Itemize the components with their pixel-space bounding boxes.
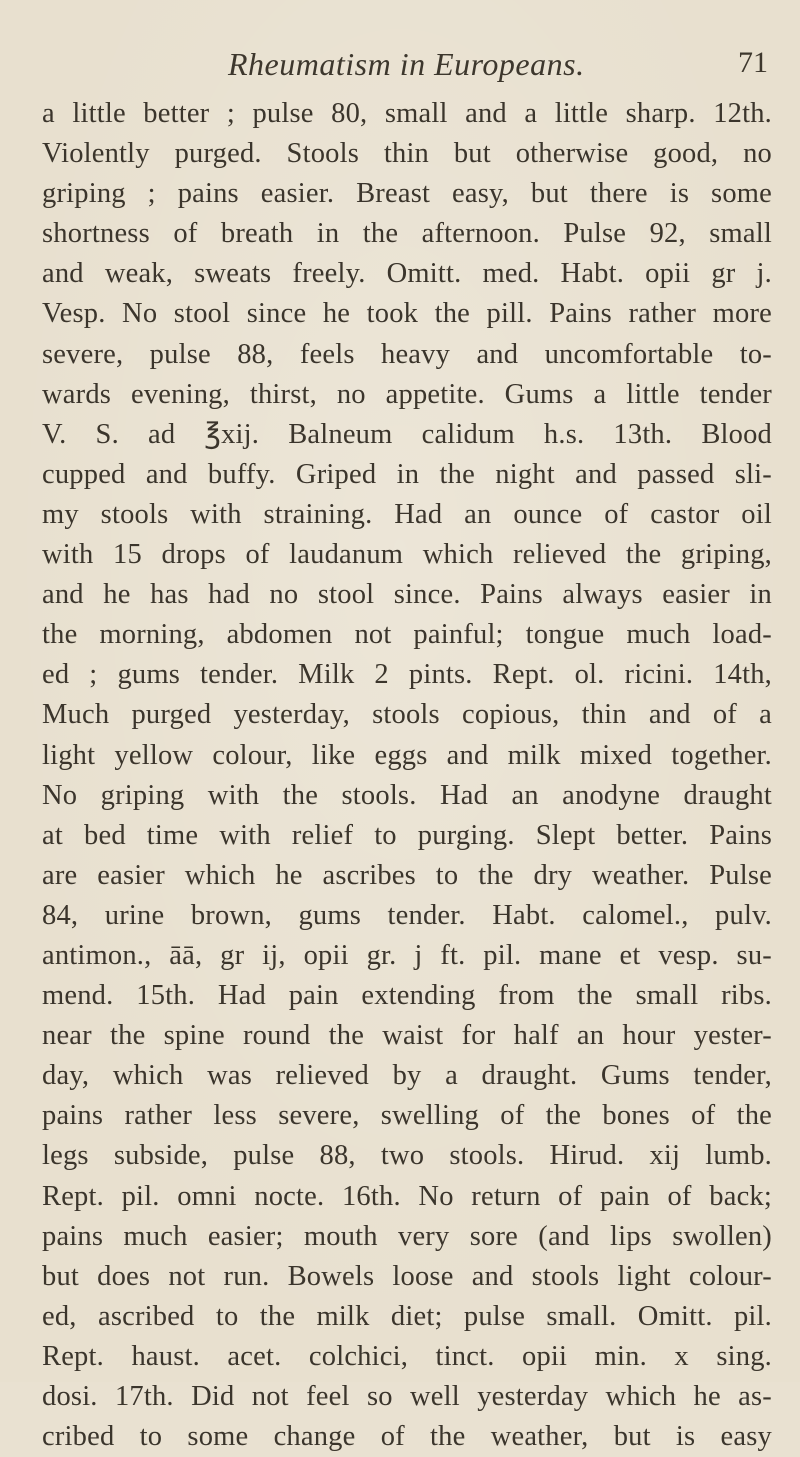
text-line: wards evening, thirst, no appetite. Gums a little tender [42, 378, 772, 410]
text-line: pains rather less severe, swelling of the bones of the [42, 1100, 772, 1132]
text-line: and weak, sweats freely. Omitt. med. Habt. opii gr j. [42, 258, 772, 290]
text-line: 84, urine brown, gums tender. Habt. calomel., pulv. [42, 899, 772, 931]
text-line: antimon., āā, gr ij, opii gr. j ft. pil. mane et vesp. su- [42, 939, 772, 971]
text-line: No griping with the stools. Had an anodyne draught [42, 779, 772, 811]
text-line: severe, pulse 88, feels heavy and uncomfortable to- [42, 338, 772, 370]
text-line: Vesp. No stool since he took the pill. Pains rather more [42, 298, 772, 330]
text-line: griping ; pains easier. Breast easy, but there is some [42, 178, 772, 210]
text-line: and he has had no stool since. Pains always easier in [42, 579, 772, 611]
text-line: Much purged yesterday, stools copious, thin and of a [42, 699, 772, 731]
body-text [42, 94, 772, 1457]
text-line: my stools with straining. Had an ounce of castor oil [42, 498, 772, 530]
running-head [0, 46, 800, 86]
text-line: ed, ascribed to the milk diet; pulse small. Omitt. pil. [42, 1300, 772, 1332]
text-line: cupped and buffy. Griped in the night and passed sli- [42, 458, 772, 490]
text-line: Violently purged. Stools thin but otherwise good, no [42, 138, 772, 170]
text-line: shortness of breath in the afternoon. Pulse 92, small [42, 218, 772, 250]
text-line: a little better ; pulse 80, small and a little sharp. 12th. [42, 98, 772, 129]
text-line: Rept. haust. acet. colchici, tinct. opii min. x sing. [42, 1340, 772, 1372]
text-line: cribed to some change of the weather, but is easy [42, 1421, 772, 1453]
text-line: with 15 drops of laudanum which relieved the griping, [42, 539, 772, 571]
page-number: 71 [738, 46, 768, 79]
text-line: pains much easier; mouth very sore (and lips swollen) [42, 1220, 772, 1252]
text-line: dosi. 17th. Did not feel so well yesterday which he as- [42, 1381, 772, 1412]
text-line: mend. 15th. Had pain extending from the small ribs. [42, 980, 772, 1012]
text-line: the morning, abdomen not painful; tongue much load- [42, 619, 772, 651]
text-line: ed ; gums tender. Milk 2 pints. Rept. ol. ricini. 14th, [42, 659, 772, 691]
text-line: legs subside, pulse 88, two stools. Hirud. xij lumb. [42, 1140, 772, 1172]
text-line: are easier which he ascribes to the dry weather. Pulse [42, 859, 772, 891]
text-line: at bed time with relief to purging. Slept better. Pains [42, 819, 772, 851]
text-line: but does not run. Bowels loose and stools light colour- [42, 1260, 772, 1292]
text-line: V. S. ad ℥xij. Balneum calidum h.s. 13th. Blood [42, 418, 772, 450]
text-line: near the spine round the waist for half an hour yester- [42, 1020, 772, 1052]
running-title: Rheumatism in Europeans. [228, 46, 585, 82]
text-line: day, which was relieved by a draught. Gums tender, [42, 1060, 772, 1092]
text-line: Rept. pil. omni nocte. 16th. No return of pain of back; [42, 1180, 772, 1212]
text-line: light yellow colour, like eggs and milk mixed together. [42, 739, 772, 771]
